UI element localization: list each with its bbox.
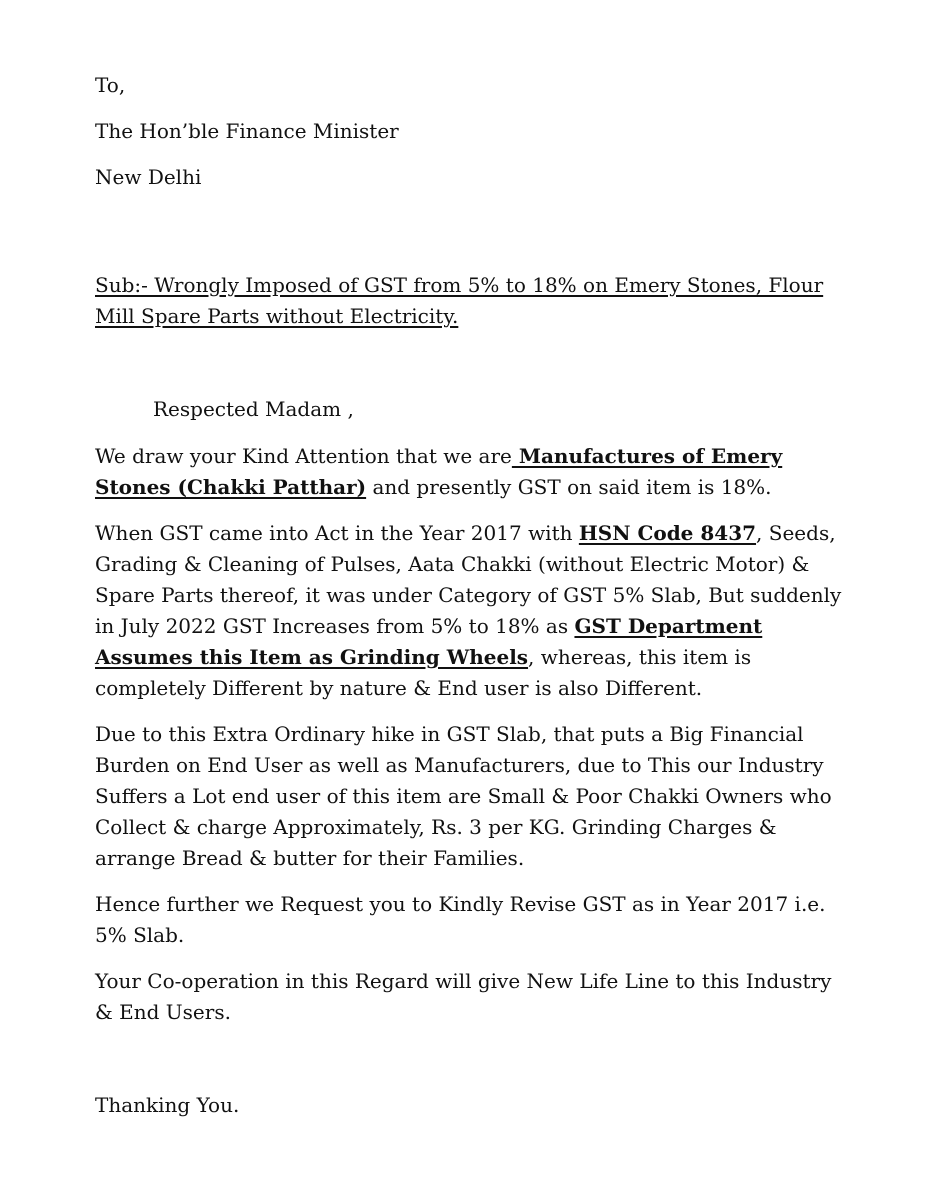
paragraph-text: We draw your Kind Attention that we are bbox=[95, 444, 512, 468]
paragraph-1-line-1 bbox=[95, 441, 825, 472]
grinding-wheels-emphasis: Assumes this Item as Grinding Wheels bbox=[95, 645, 529, 669]
paragraph-2-line-4 bbox=[95, 611, 825, 642]
manufactures-emphasis: Manufactures of Emery bbox=[511, 444, 783, 468]
paragraph-2-line-5 bbox=[95, 642, 825, 673]
paragraph-text: , Seeds, bbox=[756, 521, 836, 545]
paragraph-text: , whereas, this item is bbox=[528, 645, 752, 669]
paragraph-2 bbox=[95, 518, 842, 704]
subject-line bbox=[95, 270, 825, 332]
product-name-emphasis: Stones (Chakki Patthar) bbox=[95, 475, 367, 499]
paragraph-4 bbox=[95, 889, 825, 951]
paragraph-3-line-5: arrange Bread & butter for their Families. bbox=[95, 846, 525, 870]
address-city: New Delhi bbox=[95, 165, 202, 189]
paragraph-3-line-1: Due to this Extra Ordinary hike in GST Slab, that puts a Big Financial bbox=[95, 722, 804, 746]
address-recipient: The Hon’ble Finance Minister bbox=[95, 119, 399, 143]
spacer bbox=[95, 332, 825, 394]
paragraph-text: and presently GST on said item is 18%. bbox=[366, 475, 772, 499]
subject-line-1: Sub:- Wrongly Imposed of GST from 5% to 18% on Emery Stones, Flour bbox=[95, 273, 824, 297]
paragraph-5-line-2: & End Users. bbox=[95, 1000, 231, 1024]
spacer bbox=[95, 1028, 825, 1090]
paragraph-4-line-1: Hence further we Request you to Kindly Revise GST as in Year 2017 i.e. bbox=[95, 892, 826, 916]
spacer bbox=[95, 208, 825, 270]
address-to: To, bbox=[95, 73, 126, 97]
paragraph-4-line-2: 5% Slab. bbox=[95, 923, 185, 947]
paragraph-3 bbox=[95, 719, 832, 874]
subject-line-2: Mill Spare Parts without Electricity. bbox=[95, 304, 459, 328]
closing: Thanking You. bbox=[95, 1093, 240, 1117]
paragraph-1-line-2 bbox=[95, 472, 825, 503]
paragraph-2-line-6: completely Different by nature & End user is also Different. bbox=[95, 676, 703, 700]
paragraph-1 bbox=[95, 441, 825, 503]
paragraph-text: When GST came into Act in the Year 2017 with bbox=[95, 521, 579, 545]
letter-document bbox=[95, 70, 842, 1121]
paragraph-2-line-1 bbox=[95, 518, 836, 549]
paragraph-2-line-3: Spare Parts thereof, it was under Category of GST 5% Slab, But suddenly bbox=[95, 583, 842, 607]
paragraph-5-line-1: Your Co-operation in this Regard will give New Life Line to this Industry bbox=[95, 969, 832, 993]
paragraph-3-line-2: Burden on End User as well as Manufacturers, due to This our Industry bbox=[95, 753, 824, 777]
paragraph-5 bbox=[95, 966, 832, 1028]
paragraph-3-line-3: Suffers a Lot end user of this item are Small & Poor Chakki Owners who bbox=[95, 784, 832, 808]
salutation: Respected Madam , bbox=[153, 397, 354, 421]
gst-department-emphasis: GST Department bbox=[574, 614, 763, 638]
hsn-code-emphasis: HSN Code 8437 bbox=[578, 521, 757, 545]
paragraph-3-line-4: Collect & charge Approximately, Rs. 3 per KG. Grinding Charges & bbox=[95, 815, 777, 839]
paragraph-2-line-2: Grading & Cleaning of Pulses, Aata Chakki (without Electric Motor) & bbox=[95, 552, 810, 576]
paragraph-text: in July 2022 GST Increases from 5% to 18% as bbox=[95, 614, 575, 638]
